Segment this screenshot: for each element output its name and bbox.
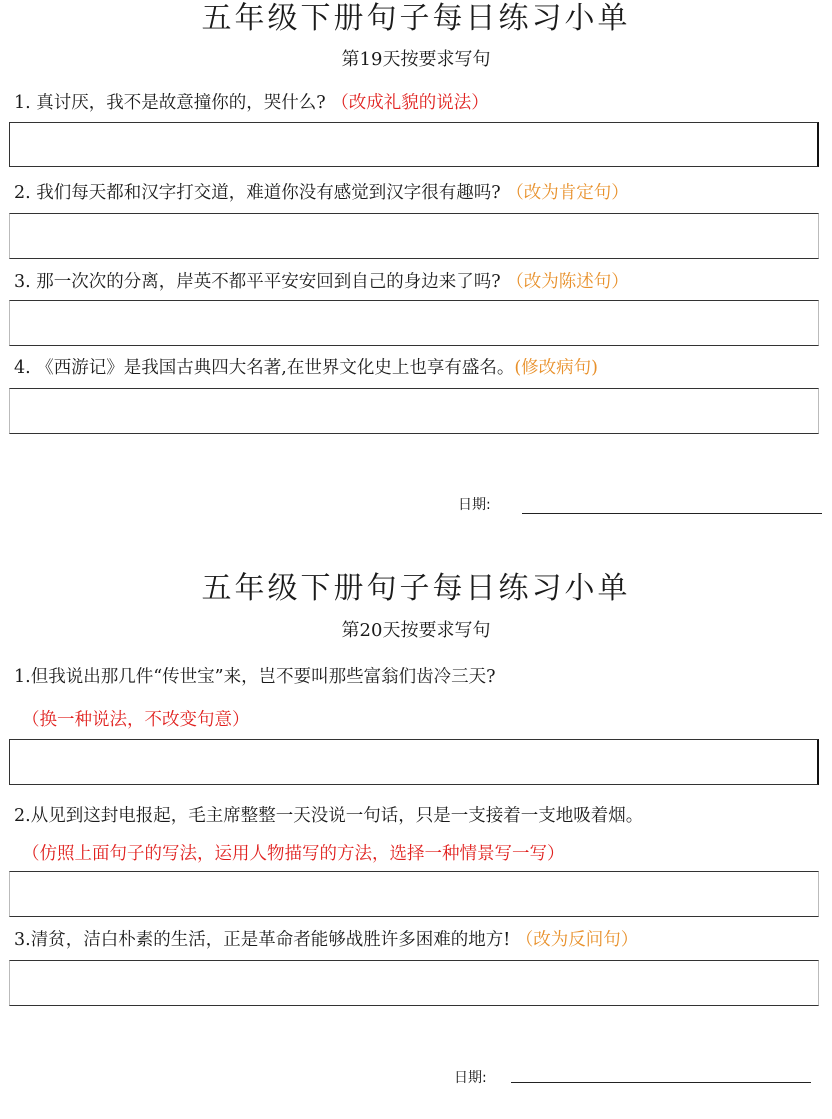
question-4 xyxy=(14,356,824,380)
question-hint: （改为陈述句） xyxy=(506,272,629,292)
question-text: 4. 《西游记》是我国古典四大名著,在世界文化史上也享有盛名。 xyxy=(14,358,515,378)
question-2: 2.从见到这封电报起，毛主席整整一天没说一句话，只是一支接着一支地吸着烟。 xyxy=(14,806,644,826)
question-3 xyxy=(14,270,824,294)
answer-box-3[interactable] xyxy=(9,300,819,346)
answer-box-2[interactable] xyxy=(9,871,819,917)
question-hint: (修改病句) xyxy=(514,358,598,378)
answer-box-1[interactable] xyxy=(9,739,819,785)
date-label: 日期: xyxy=(454,1070,487,1086)
page-title: 五年级下册句子每日练习小单 xyxy=(201,571,631,606)
question-text: 3. 那一次次的分离，岸英不都平平安安回到自己的身边来了吗? xyxy=(14,272,507,292)
answer-box-3[interactable] xyxy=(9,960,819,1006)
date-label: 日期: xyxy=(458,497,491,513)
question-text: 2. 我们每天都和汉字打交道，难道你没有感觉到汉字很有趣吗? xyxy=(14,183,507,203)
answer-box-2[interactable] xyxy=(9,213,819,259)
question-hint: （改成礼貌的说法） xyxy=(331,93,489,113)
question-text: 1. 真讨厌，我不是故意撞你的，哭什么? xyxy=(14,93,332,113)
question-1: 1.但我说出那几件“传世宝”来，岂不要叫那些富翁们齿冷三天? xyxy=(14,667,496,687)
question-text: 3.清贫，洁白朴素的生活，正是革命者能够战胜许多困难的地方! xyxy=(14,930,516,950)
question-3 xyxy=(14,928,824,952)
page-title: 五年级下册句子每日练习小单 xyxy=(201,1,631,36)
date-input-line[interactable] xyxy=(522,513,822,514)
question-2 xyxy=(14,181,824,205)
date-input-line[interactable] xyxy=(511,1082,811,1083)
question-1 xyxy=(14,91,824,115)
answer-box-1[interactable] xyxy=(9,122,819,167)
question-hint: （仿照上面句子的写法，运用人物描写的方法，选择一种情景写一写） xyxy=(22,844,565,864)
page-subtitle: 第19天按要求写句 xyxy=(341,49,491,70)
page-subtitle: 第20天按要求写句 xyxy=(341,620,491,641)
answer-box-4[interactable] xyxy=(9,388,819,434)
question-hint: （换一种说法，不改变句意） xyxy=(22,710,250,730)
question-hint: （改为反问句） xyxy=(515,930,639,950)
question-hint: （改为肯定句） xyxy=(506,183,629,203)
